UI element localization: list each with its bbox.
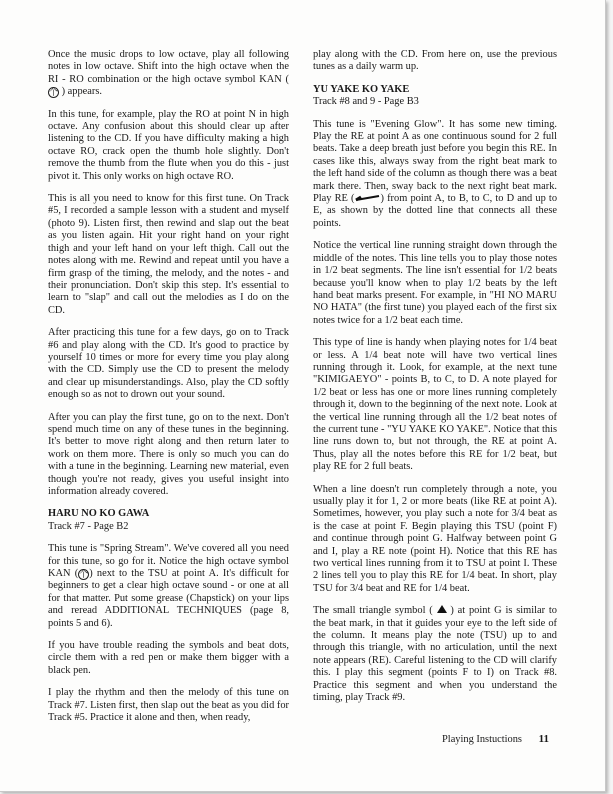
text: ) appears.	[61, 86, 102, 98]
paragraph	[313, 119, 557, 231]
paragraph: In this tune, for example, play the RO at point N in high octave. Any confusion about this should clear up after listening to the CD. If you have difficulty making a high octave RO, crack open the thumb hole slightly. Don't remove the thumb from the flute when you do this - just pivot it. This only works on high octave RO.	[48, 108, 289, 182]
kan-symbol-icon: 个	[79, 569, 89, 580]
paragraph: play along with the CD. From here on, use the previous tunes as a daily warm up.	[313, 49, 557, 73]
paragraph: This is all you need to know for this first tune. On Track #5, I recorded a sample lesson with a student and myself (photo 9). Listen first, then rewind and slap out the beat as you listen again. Hit your right hand on your right thigh and your left hand on your left thigh. Call out the notes along with me. Rewind and repeat until you have a firm grasp of the timing, the melody, and the notes - and their pronunciation. Don't skip this step. It's essential to learn to "slap" and call out the melodies as I do on the CD.	[48, 193, 289, 316]
section-heading: HARU NO KO GAWA	[48, 508, 150, 520]
paragraph	[48, 543, 289, 630]
paragraph: When a line doesn't run completely through a note, you usually play it for 1, 2 or more beats (like RE at point A). Sometimes, however, you play such a note for 3/4 beat as is the case at point F. Begin playing this TSU (point F) and continue through point G. Halfway between point G and I, play a RE note (point H). Notice that this RE has two vertical lines running from it to TSU at point I. These 2 lines tell you to play this RE for 1/4 beat. In short, play TSU for 3/4 beat and RE for 1/4 beat.	[313, 483, 557, 594]
track-reference: Track #7 - Page B2	[48, 520, 129, 532]
text: This tune is "Spring Stream". We've covered all you need for this tune, so go for it. Notice the high octave symbol KAN (	[48, 543, 289, 580]
text: Once the music drops to low octave, play all following notes in low octave. Shift into the high octave when the RI - RO combination or the high octave symbol KAN (	[48, 49, 289, 85]
kan-symbol-icon: 个	[49, 87, 59, 98]
paragraph: Notice the vertical line running straight down through the middle of the notes. This line tells you to play those notes in 1/2 beat segments. The line isn't essential for 1/2 beats because you'll know when to play 1/2 beats by the left hand beat marks present. For example, in "HI NO MARU NO HATA" (the first tune) you played each of the first six notes twice for a 1/2 beat each time.	[313, 240, 557, 326]
paragraph	[313, 605, 557, 704]
page-footer	[442, 733, 549, 745]
paragraph: If you have trouble reading the symbols and beat dots, circle them with a red pen or make them bigger with a black pen.	[48, 640, 289, 676]
re-arrow-icon	[355, 194, 381, 202]
paragraph: I play the rhythm and then the melody of this tune on Track #7. Listen first, then slap out the beat as you did for Track #5. Practice it alone and then, when ready,	[48, 687, 289, 724]
paragraph	[48, 49, 289, 99]
paragraph: This type of line is handy when playing notes for 1/4 beat or less. A 1/4 beat note will have two vertical lines running through it. Look, for example, at the next tune "KIMIGAEYO" - points B, to C, to D. A note played for 1/2 beat or less has one or more lines running completely through it, down to the beginning of the next note. Look at the vertical line running through all the 1/2 beat notes of the current tune - "YU YAKE KO YAKE". Notice that this line runs down to, but not through, the RE at point A. Thus, play all the notes before this RE for 1/2 beat, but play RE for 2 full beats.	[313, 337, 557, 473]
text: The small triangle symbol (	[313, 605, 433, 617]
track-reference: Track #8 and 9 - Page B3	[313, 96, 419, 108]
triangle-symbol-icon	[437, 605, 447, 613]
section-heading: YU YAKE KO YAKE	[313, 83, 410, 95]
text: ) next to the TSU at point A. It's difficult for beginners to get a clear high octave sound - or one at all for that matter. Put some grease (Chapstick) on your lips and reread ADDITIONAL TECHNIQUES (page 8, points 5 and 6).	[48, 568, 290, 629]
left-column	[48, 49, 289, 735]
text: This tune is "Evening Glow". It has some new timing. Play the RE at point A as one continuous sound for 2 full beats. Take a deep breath just before you begin this RE. In cases like this, always sway from the right beat mark to the left hand side of the column as though there was a beat mark there. Then, sway back to the next right beat mark. Play RE (	[313, 118, 557, 205]
paragraph: After you can play the first tune, go on to the next. Don't spend much time on any of these tunes in the beginning. It's better to move right along and then return later to work on them more. There is only so much you can do with a tune in the beginning. Learning new material, even though you're not ready, gives you useful insight into information already covered.	[48, 411, 289, 497]
right-column	[313, 49, 557, 715]
page-number: 11	[538, 733, 549, 745]
section-title: Playing Instuctions	[442, 734, 522, 745]
text: ) from point A, to B, to C, to D and up to E, as shown by the dotted line that connects all these points.	[313, 193, 558, 229]
text: ) at point G is similar to the beat mark, in that it guides your eye to the left side of the column. It means play the note (TSU) up to and through this triangle, with no articulation, until the next note appears (RE). Careful listening to the CD will clarify this. I play this segment (points F to I) on Track #8. Practice this segment and when you understand the timing, play Track #9.	[313, 605, 557, 704]
paragraph: After practicing this tune for a few days, go on to Track #6 and play along with the CD. It's good to practice by yourself 10 times or more for every time you play along with the CD. Simply use the CD to present the melody and clear up misunderstandings. Also, play the CD softly enough so as not to drown out your sound.	[48, 327, 289, 401]
